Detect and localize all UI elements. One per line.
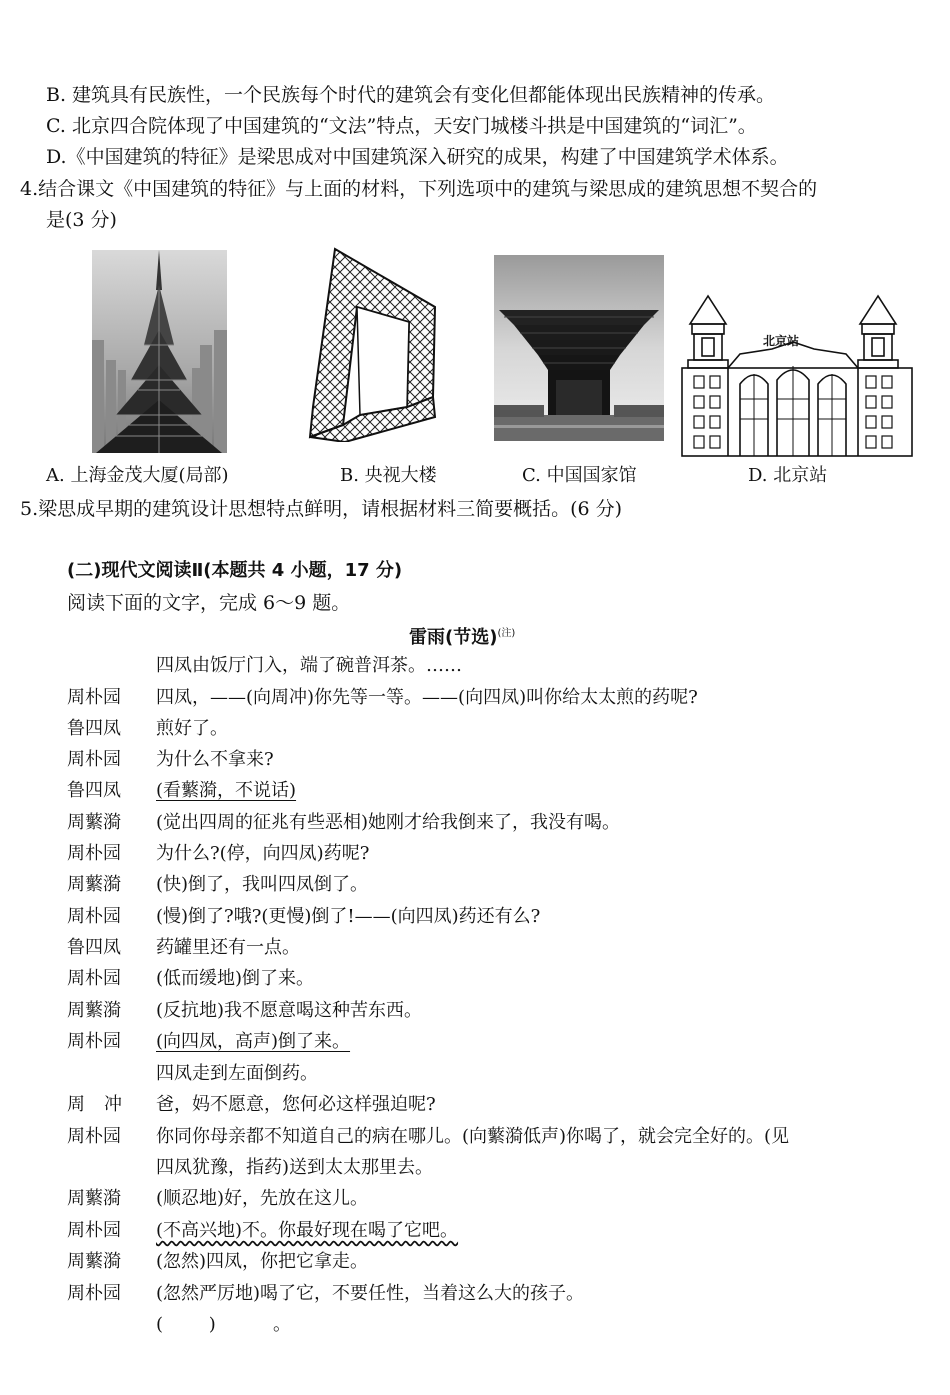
speaker: 周朴园 [67, 687, 121, 708]
cctv-building-image [305, 247, 440, 442]
china-pavilion-image [494, 255, 664, 441]
speaker: 周朴园 [67, 1283, 121, 1304]
caption-b: B. 央视大楼 [340, 465, 437, 486]
dialogue-line: (低而缓地)倒了来。 [156, 968, 315, 989]
stage-direction: 四凤走到左面倒药。 [156, 1063, 318, 1084]
question-4-line2: 是(3 分) [46, 209, 117, 231]
option-b: B. 建筑具有民族性，一个民族每个时代的建筑会有变化但都能体现出民族精神的传承。 [46, 84, 776, 106]
dialogue-line: 为什么不拿来? [156, 749, 274, 770]
answer-blank-line: ( ) 。 [156, 1314, 292, 1335]
dialogue-line: 为什么?(停，向四凤)药呢? [156, 843, 370, 864]
dialogue-line-continued: 四凤犹豫，指药)送到太太那里去。 [156, 1157, 434, 1178]
caption-c: C. 中国国家馆 [522, 465, 637, 486]
station-sign: 北京站 [763, 334, 800, 348]
speaker: 周朴园 [67, 968, 121, 989]
dialogue-line: (忽然严厉地)喝了它，不要任性，当着这么大的孩子。 [156, 1283, 585, 1304]
speaker: 周蘩漪 [67, 1188, 121, 1209]
speaker: 周蘩漪 [67, 1251, 121, 1272]
speaker: 鲁四凤 [67, 718, 121, 739]
speaker: 周朴园 [67, 749, 121, 770]
speaker: 鲁四凤 [67, 780, 121, 801]
dialogue-line: (顺忍地)好，先放在这儿。 [156, 1188, 369, 1209]
passage-title: 雷雨(节选)$^{(注)}$ [409, 627, 516, 648]
dialogue-line-wavy-underlined: (不高兴地)不。你最好现在喝了它吧。 [156, 1220, 459, 1241]
option-c: C. 北京四合院体现了中国建筑的“文法”特点，天安门城楼斗拱是中国建筑的“词汇”。 [46, 115, 757, 137]
speaker: 周朴园 [67, 1031, 121, 1052]
beijing-station-image [680, 294, 914, 459]
dialogue-line: 煎好了。 [156, 718, 228, 739]
jinmao-tower-image [92, 250, 227, 453]
speaker: 周蘩漪 [67, 874, 121, 895]
dialogue-line: (快)倒了，我叫四凤倒了。 [156, 874, 369, 895]
dialogue-line: 爸，妈不愿意，您何必这样强迫呢? [156, 1094, 436, 1115]
question-5: 5.梁思成早期的建筑设计思想特点鲜明，请根据材料三简要概括。(6 分) [20, 498, 623, 520]
dialogue-line: 四凤，——(向周冲)你先等一等。——(向四凤)叫你给太太煎的药呢? [156, 687, 698, 708]
dialogue-line: (反抗地)我不愿意喝这种苦东西。 [156, 1000, 423, 1021]
dialogue-line: 药罐里还有一点。 [156, 937, 300, 958]
speaker: 周蘩漪 [67, 1000, 121, 1021]
dialogue-line: (觉出四周的征兆有些恶相)她刚才给我倒来了，我没有喝。 [156, 812, 621, 833]
option-d: D.《中国建筑的特征》是梁思成对中国建筑深入研究的成果，构建了中国建筑学术体系。 [46, 146, 789, 168]
speaker: 周蘩漪 [67, 812, 121, 833]
title-note: (注) [497, 628, 516, 639]
speaker: 周朴园 [67, 1126, 121, 1147]
speaker: 周朴园 [67, 906, 121, 927]
dialogue-line: (忽然)四凤，你把它拿走。 [156, 1251, 369, 1272]
dialogue-line: 你同你母亲都不知道自己的病在哪儿。(向蘩漪低声)你喝了，就会完全好的。(见 [156, 1126, 790, 1147]
speaker: 周朴园 [67, 1220, 121, 1241]
dialogue-line: (慢)倒了?哦?(更慢)倒了!——(向四凤)药还有么? [156, 906, 541, 927]
question-4-line1: 4.结合课文《中国建筑的特征》与上面的材料，下列选项中的建筑与梁思成的建筑思想不契合的 [20, 178, 818, 200]
dialogue-line-underlined: (看蘩漪，不说话) [156, 780, 297, 801]
dialogue-line-underlined: (向四凤，高声)倒了来。 [156, 1031, 351, 1052]
section-instruction: 阅读下面的文字，完成 6～9 题。 [67, 592, 351, 614]
speaker: 周朴园 [67, 843, 121, 864]
stage-direction: 四凤由饭厅门入，端了碗普洱茶。…… [156, 655, 462, 676]
speaker: 周冲 [67, 1094, 141, 1115]
section-heading: (二)现代文阅读Ⅱ(本题共 4 小题，17 分) [67, 560, 403, 581]
speaker: 鲁四凤 [67, 937, 121, 958]
caption-a: A. 上海金茂大厦(局部) [46, 465, 229, 486]
caption-d: D. 北京站 [748, 465, 828, 486]
